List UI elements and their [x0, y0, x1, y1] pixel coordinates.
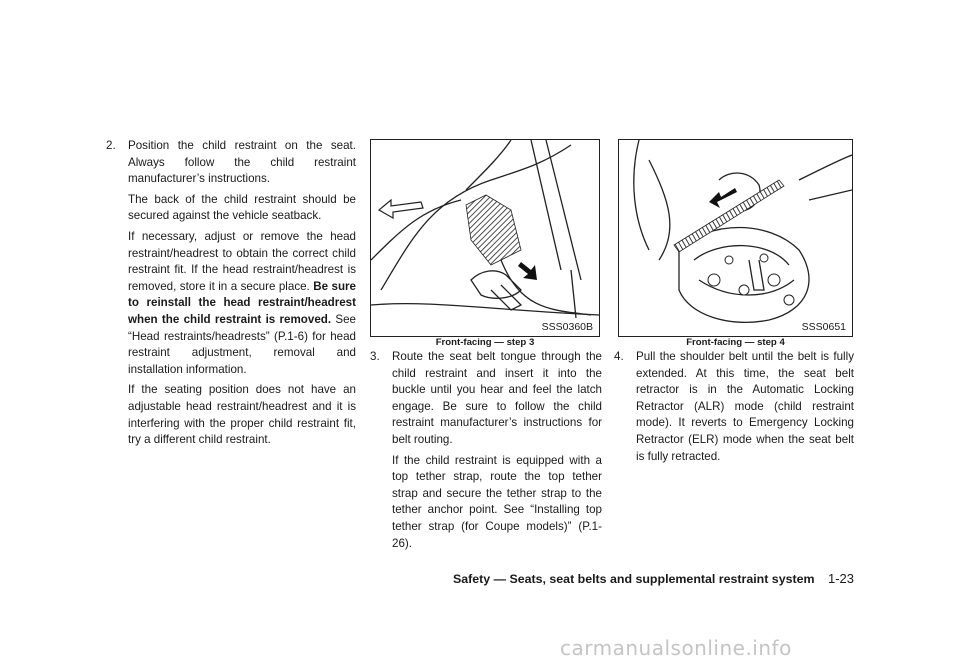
figure-code: SSS0360B: [541, 321, 593, 333]
page-number: 1-23: [827, 571, 854, 586]
step-number: 3.: [370, 350, 380, 363]
headrest-text: If necessary, adjust or remove the head restraint/headrest to obtain the correct child restraint fit. If the head restraint/headrest is removed, store it in a secure place.: [128, 229, 356, 293]
step-number: 4.: [614, 350, 624, 363]
child-seat-belt-illustration: [371, 140, 599, 336]
watermark: carmanualsonline.info: [560, 636, 792, 660]
step-2-note-seatback: The back of the child restraint should be secured against the vehicle seatback.: [128, 192, 356, 223]
step-2-note-seating: If the seating position does not have an adjustable head restraint/headrest and it is interfering with the proper child restraint fit, try a different child restraint.: [128, 383, 356, 447]
step-3-tether-note: If the child restraint is equipped with a top tether strap, route the top tether strap and secure the tether strap to the tether anchor point. See “Installing top tether strap (for Coupe models)” (P.1-26).: [392, 453, 602, 550]
step-3: [370, 349, 602, 552]
headrest-warning: Be sure to reinstall the head restraint/headrest when the child restraint is removed.: [128, 279, 356, 326]
figure-front-facing-step-4: [618, 139, 853, 337]
headrest-reference: See “Head restraints/headrests” (P.1-6) for head restraint adjustment, removal and installation information.: [128, 312, 356, 376]
step-4: [614, 349, 854, 465]
column-2: [370, 349, 602, 556]
figure-caption: Front-facing — step 3: [435, 337, 535, 348]
step-3-text: Route the seat belt tongue through the child restraint and insert it into the buckle until you hear and feel the latch engage. Be sure to follow the child restraint manufacturer’s instructions for belt routing.: [392, 350, 602, 446]
section-title: Safety — Seats, seat belts and supplemental restraint system: [452, 572, 815, 586]
column-1: [106, 138, 356, 453]
step-4-text: Pull the shoulder belt until the belt is fully extended. At this time, the seat belt retractor is in the Automatic Locking Retractor (ALR) mode (child restraint mode). It reverts to Emergency Locking Retractor (ELR) mode when the seat belt is fully retracted.: [636, 350, 854, 463]
page-footer: [453, 571, 854, 586]
figure-code: SSS0651: [801, 321, 846, 333]
step-2: [106, 138, 356, 449]
step-2-text: Position the child restraint on the seat. Always follow the child restraint manufacturer’s instructions.: [128, 139, 356, 186]
shoulder-belt-illustration: [619, 140, 852, 336]
figure-caption: Front-facing — step 4: [686, 337, 785, 348]
column-3: [614, 349, 854, 469]
step-number: 2.: [106, 139, 116, 152]
step-2-note-headrest: [128, 229, 356, 378]
figure-front-facing-step-3: [370, 139, 600, 337]
